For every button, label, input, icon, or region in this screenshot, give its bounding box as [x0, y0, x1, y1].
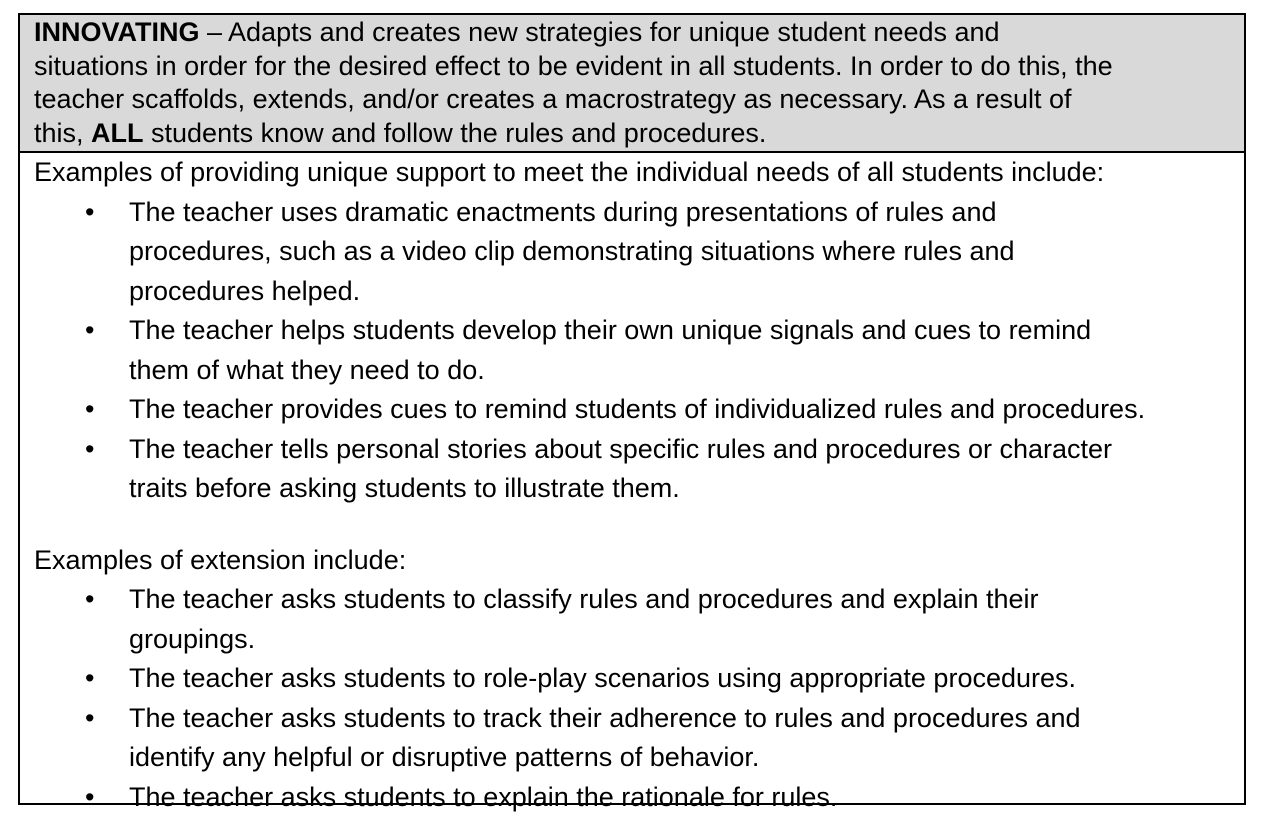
innovating-rubric-box — [18, 13, 1246, 812]
item-line: them of what they need to do. — [129, 354, 485, 385]
header-line-4 — [34, 117, 1244, 151]
item-line: traits before asking students to illustrate them. — [129, 473, 680, 503]
list-item — [34, 430, 1244, 509]
bullet-icon: • — [85, 315, 95, 345]
innovating-header — [20, 15, 1244, 153]
item-line: identify any helpful or disruptive patterns of behavior. — [129, 742, 760, 772]
bullet-icon: • — [85, 433, 95, 464]
bullet-icon: • — [85, 196, 95, 227]
examples-body — [20, 153, 1244, 817]
item-line: The teacher asks students to track their adherence to rules and procedures and — [129, 702, 1081, 733]
item-line: procedures helped. — [129, 275, 361, 306]
header-line-4-text: students know and follow the rules and procedures. — [143, 117, 767, 148]
item-line: groupings. — [129, 623, 256, 654]
item-line: The teacher helps students develop their own unique signals and cues to remind — [129, 315, 1092, 345]
list-item — [34, 193, 1244, 312]
header-line-4-pre: this, — [34, 117, 92, 148]
section-spacer — [34, 509, 1244, 541]
extension-list — [34, 580, 1244, 817]
item-line: The teacher asks students to role-play scenarios using appropriate procedures. — [129, 663, 1077, 693]
item-line: The teacher uses dramatic enactments during presentations of rules and — [129, 196, 997, 227]
bullet-icon: • — [85, 663, 95, 693]
item-line: The teacher provides cues to remind students of individualized rules and procedures. — [129, 394, 1146, 424]
extension-intro: Examples of extension include: — [34, 544, 407, 575]
header-line-1 — [34, 16, 1244, 50]
list-item — [34, 659, 1244, 699]
all-emphasis: ALL — [91, 117, 144, 148]
bullet-icon: • — [85, 584, 95, 614]
list-item — [34, 390, 1244, 430]
unique-support-list — [34, 193, 1244, 509]
bullet-icon: • — [85, 702, 95, 733]
item-line: The teacher tells personal stories about specific rules and procedures or character — [129, 433, 1113, 464]
header-line-2: situations in order for the desired effect to be evident in all students. In order to do this, the — [34, 50, 1113, 81]
header-line-1-text: – Adapts and creates new strategies for unique student needs and — [199, 17, 1000, 47]
unique-support-intro: Examples of providing unique support to meet the individual needs of all students include: — [34, 157, 1105, 187]
bullet-icon: • — [85, 781, 95, 812]
bullet-icon: • — [85, 394, 95, 424]
header-line-3: teacher scaffolds, extends, and/or creates a macrostrategy as necessary. As a result of — [34, 84, 1072, 114]
innovating-label: INNOVATING — [34, 17, 200, 47]
list-item — [34, 699, 1244, 778]
item-line: procedures, such as a video clip demonstrating situations where rules and — [129, 236, 1015, 266]
list-item — [34, 311, 1244, 390]
list-item — [34, 778, 1244, 818]
list-item — [34, 580, 1244, 659]
item-line: The teacher asks students to explain the rationale for rules. — [129, 781, 838, 812]
item-line: The teacher asks students to classify rules and procedures and explain their — [129, 584, 1039, 614]
